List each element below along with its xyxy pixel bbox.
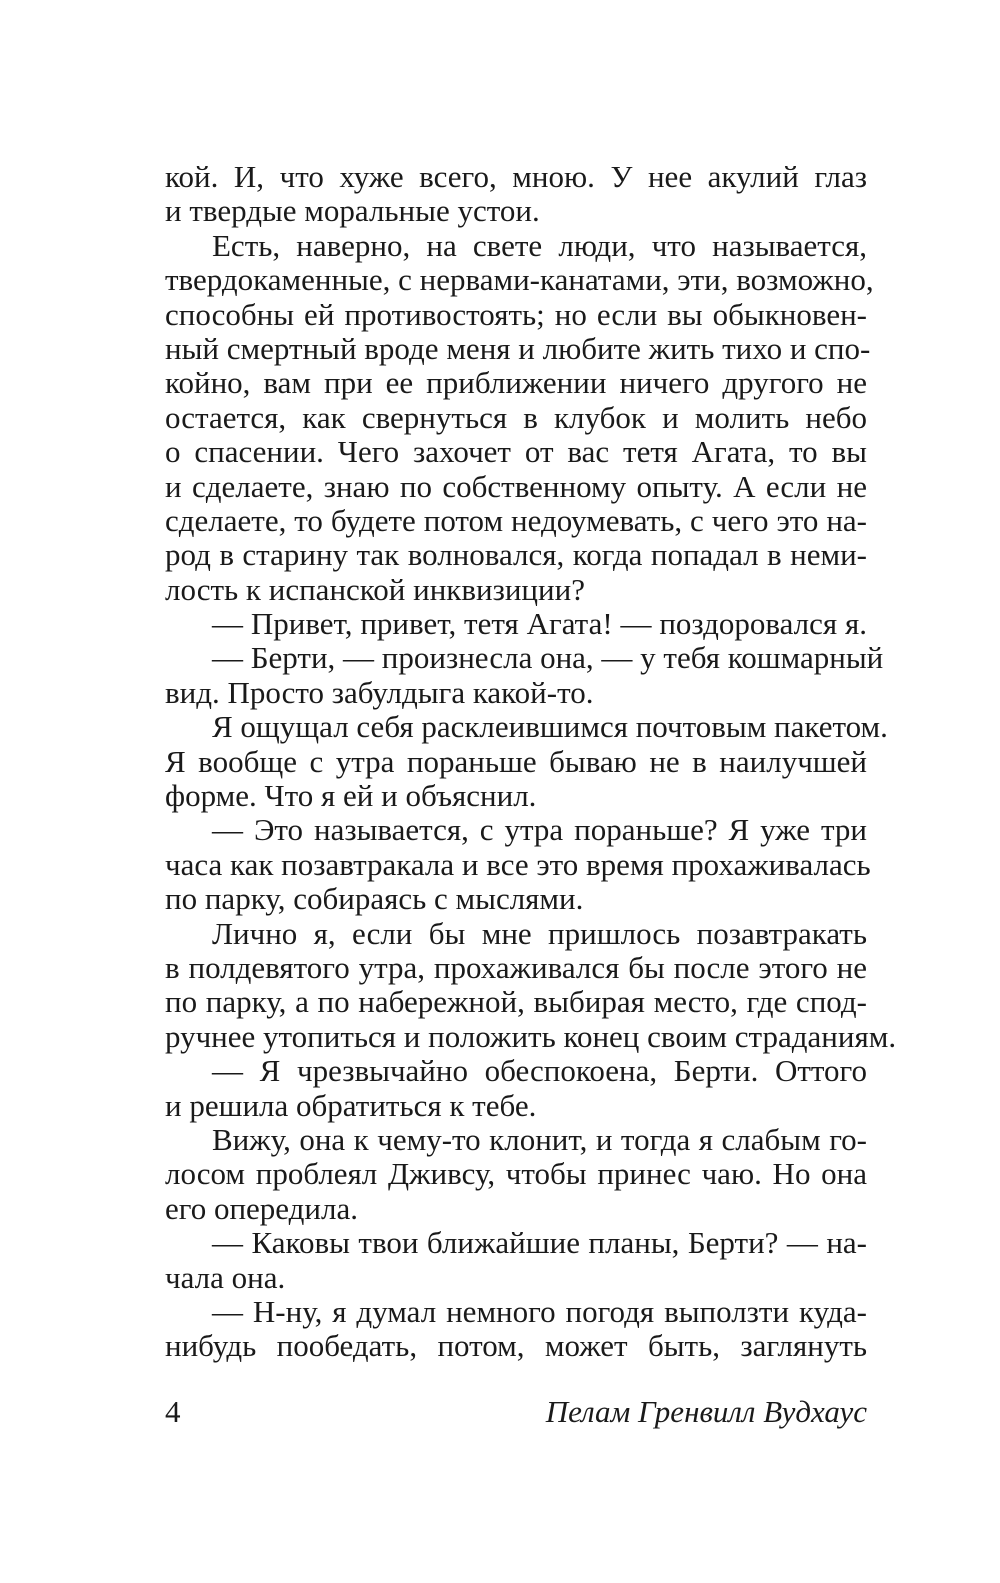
- text-line: Лично я, если бы мне пришлось позавтракать: [212, 915, 867, 951]
- text-line: — Берти, — произнесла она, — у тебя кошмарный: [212, 640, 884, 676]
- text-line: — Привет, привет, тетя Агата! — поздоровался я.: [212, 606, 867, 642]
- text-line: Есть, наверно, на свете люди, что называется,: [212, 227, 867, 263]
- text-line: койно, вам при ее приближении ничего другого не: [165, 365, 867, 401]
- text-line: Я ощущал себя расклеившимся почтовым пакетом.: [212, 709, 888, 745]
- text-line: и твердые моральные устои.: [165, 193, 540, 229]
- text-line: — Каковы твои ближайшие планы, Берти? — на-: [212, 1225, 867, 1261]
- text-line: способны ей противостоять; но если вы обыкновен-: [165, 296, 867, 332]
- text-line: вид. Просто забулдыга какой-то.: [165, 674, 594, 710]
- text-line: по парку, собираясь с мыслями.: [165, 881, 584, 917]
- text-line: в полдевятого утра, прохаживался бы после этого не: [165, 949, 867, 985]
- text-line: род в старину так волновался, когда попадал в неми-: [165, 537, 867, 573]
- text-line: и решила обратиться к тебе.: [165, 1087, 537, 1123]
- page-number: 4: [165, 1394, 181, 1429]
- text-line: часа как позавтракала и все это время прохаживалась: [165, 846, 871, 882]
- page-footer: [165, 1392, 867, 1432]
- text-line: лосом проблеял Дживсу, чтобы принес чаю. Но она: [165, 1156, 867, 1192]
- text-line: форме. Что я ей и объяснил.: [165, 778, 537, 814]
- text-line: нибудь пообедать, потом, может быть, заглянуть: [165, 1328, 867, 1364]
- text-line: ный смертный вроде меня и любите жить тихо и спо-: [165, 330, 871, 366]
- text-line: ручнее утопиться и положить конец своим страданиям.: [165, 1018, 897, 1054]
- text-line: — Это называется, с утра пораньше? Я уже три: [212, 812, 867, 848]
- text-line: о спасении. Чего захочет от вас тетя Агата, то вы: [165, 434, 867, 470]
- text-line: кой. И, что хуже всего, мною. У нее акулий глаз: [165, 159, 867, 194]
- text-line: сделаете, то будете потом недоумевать, с чего это на-: [165, 502, 867, 538]
- body-text: [165, 159, 897, 1364]
- text-line: по парку, а по набережной, выбирая место, где спод-: [165, 984, 867, 1020]
- text-line: — Н-ну, я думал немного погодя выползти куда-: [212, 1293, 867, 1329]
- text-line: — Я чрезвычайно обеспокоена, Берти. Оттого: [212, 1053, 867, 1089]
- text-line: и сделаете, знаю по собственному опыту. А если не: [165, 468, 867, 504]
- text-line: остается, как свернуться в клубок и молить небо: [165, 399, 867, 435]
- text-line: Я вообще с утра пораньше бываю не в наилучшей: [165, 743, 867, 779]
- text-line: чала она.: [165, 1259, 286, 1295]
- text-line: твердокаменные, с нервами-канатами, эти, возможно,: [165, 262, 874, 298]
- running-footer-author: Пелам Гренвилл Вудхаус: [545, 1394, 867, 1429]
- text-line: лость к испанской инквизиции?: [165, 571, 585, 607]
- text-line: его опередила.: [165, 1190, 358, 1226]
- text-line: Вижу, она к чему-то клонит, и тогда я слабым го-: [212, 1121, 867, 1157]
